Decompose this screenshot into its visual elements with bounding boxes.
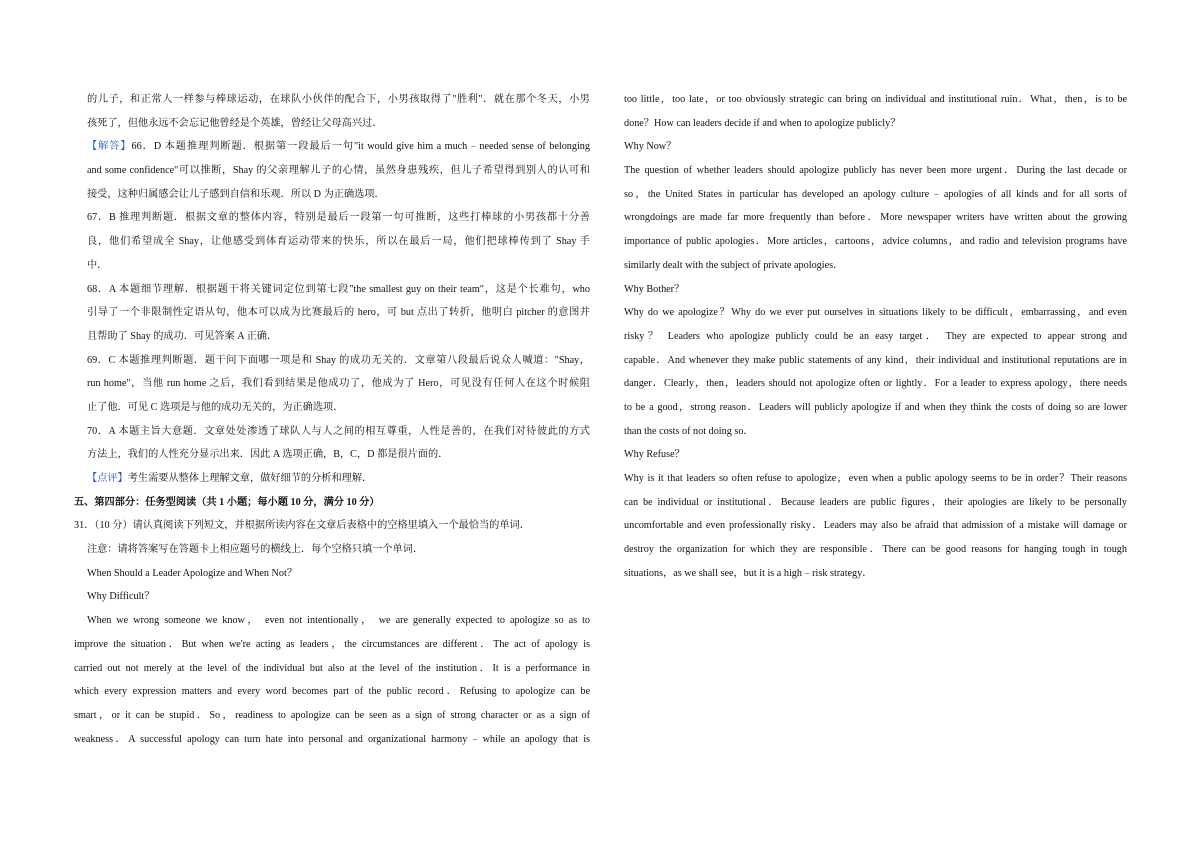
text-line (624, 562, 1127, 586)
text-line (624, 514, 1127, 538)
text-line-content: Why do we apologize？Why do we ever put ourselves in situations likely to be difficult，embarrassing，and even (624, 307, 1127, 319)
text-line (87, 396, 590, 420)
text-line (624, 112, 1127, 136)
text-line (87, 609, 590, 633)
text-line-content: risky？ Leaders who apologize publicly could be an easy target． They are expected to appear strong and (624, 330, 1127, 342)
text-line-content: 67．B 推理判断题．根据文章的整体内容，特别是最后一段第一句可推断，这些打棒球的小男孩都十分善 (87, 212, 590, 224)
text-line-content: destroy the organization for which they are responsible．There can be good reasons for hanging tough in tough (624, 544, 1127, 556)
text-line-content: weakness．A successful apology can turn hate into personal and organizational harmony﹣while an apology that is (74, 733, 590, 745)
text-line-content: 止了他．可见 C 选项是与他的成功无关的，为正确选项． (87, 401, 344, 413)
text-line-content: 孩死了，但他永远不会忘记他曾经是个英雄，曾经让父母高兴过． (87, 117, 383, 129)
text-line-content: 考生需要从整体上理解文章，做好细节的分析和理解． (127, 473, 373, 484)
text-line (87, 538, 590, 562)
text-line (74, 514, 590, 538)
text-line-content: too little，too late，or too obviously strategic can bring on individual and institutional ruin．What，then，is to be (624, 94, 1127, 105)
text-line-content: Why Difficult？ (87, 591, 155, 603)
text-line (87, 88, 590, 112)
text-line (87, 135, 590, 159)
text-line (74, 704, 590, 728)
text-line (87, 301, 590, 325)
text-line-content: 69．C 本题推理判断题．题干问下面哪一项是和 Shay 的成功无关的．文章第八段最后说众人喊道："Shay， (87, 354, 590, 366)
text-line-content: run home"，当他 run home 之后，我们看到结果是他成功了，他成为了 Hero，可见没有任何人在这个时候阻 (87, 378, 590, 390)
text-line (87, 349, 590, 373)
text-line (624, 396, 1127, 420)
text-line (624, 538, 1127, 562)
text-line (87, 443, 590, 467)
text-line-content: 70．A 本题主旨大意题．文章处处渗透了球队人与人之间的相互尊重，人性是善的，在我们对待彼此的方式 (87, 425, 590, 437)
answer-tag: 【解答】 (87, 141, 132, 153)
text-line (624, 301, 1127, 325)
text-line (624, 349, 1127, 373)
text-line (624, 278, 1127, 302)
text-line (87, 206, 590, 230)
text-line-content: 注意：请将答案写在答题卡上相应题号的横线上．每个空格只填一个单词． (87, 544, 424, 556)
text-line-content: situations，as we shall see，but it is a high﹣risk strategy． (624, 567, 873, 579)
text-line (624, 88, 1127, 112)
text-line (624, 491, 1127, 515)
text-line-content: 31．（10 分）请认真阅读下列短文，并根据所读内容在文章后表格中的空格里填入一个最恰当的单词． (74, 520, 530, 532)
text-line-content: wrongdoings are made far more frequently than before．More newspaper writers have written about the growing (624, 212, 1127, 224)
text-line (87, 585, 590, 609)
text-line (87, 112, 590, 136)
text-line (624, 325, 1127, 349)
text-line-content: uncomfortable and even professionally risky．Leaders may also be afraid that admission of a mistake will damage or (624, 520, 1127, 532)
text-line-content: Why Bother？ (624, 283, 685, 295)
text-line-content: than the costs of not doing so． (624, 425, 754, 437)
text-line (87, 183, 590, 207)
text-line (624, 159, 1127, 183)
text-line (74, 728, 590, 752)
text-line (624, 443, 1127, 467)
right-text-column (624, 88, 1127, 585)
text-line (624, 254, 1127, 278)
text-line-content: importance of public apologies．More articles，cartoons，advice columns，and radio and television programs have (624, 236, 1127, 248)
text-line-content: similarly dealt with the subject of private apologies． (624, 259, 844, 271)
text-line (74, 633, 590, 657)
left-text-column (74, 88, 590, 751)
text-line (624, 183, 1127, 207)
text-line-content: Why Refuse？ (624, 449, 685, 461)
text-line (87, 372, 590, 396)
text-line-content: 方法上，我们的人性充分显示出来．因此 A 选项正确，B，C，D 都是很片面的． (87, 449, 449, 461)
text-line-content: which every expression matters and every word becomes part of the public record．Refusing to apologize can be (74, 686, 590, 698)
text-line (87, 325, 590, 349)
text-line-content: carried out not merely at the level of the individual but also at the level of the institution．It is a performance in (74, 662, 590, 674)
text-line-content: 且帮助了 Shay 的成功．可见答案 A 正确． (87, 330, 278, 342)
text-line (624, 420, 1127, 444)
text-line (74, 680, 590, 704)
text-line-content: Why Now？ (624, 141, 677, 153)
text-line (87, 420, 590, 444)
text-line-content: done？How can leaders decide if and when to apologize publicly？ (624, 117, 901, 129)
text-line-content: When Should a Leader Apologize and When Not？ (87, 567, 298, 579)
text-line (74, 491, 590, 515)
text-line-content: improve the situation．But when we're acting as leaders，the circumstances are different．The act of apology is (74, 638, 590, 650)
text-line (87, 467, 590, 491)
text-line (624, 467, 1127, 491)
text-line (624, 135, 1127, 159)
text-line-content: 中． (87, 259, 108, 271)
text-line (87, 562, 590, 586)
text-line (74, 657, 590, 681)
text-line-content: smart，or it can be stupid．So，readiness to apologize can be seen as a sign of strong character or as a sign of (74, 709, 590, 721)
text-line-content: 68．A 本题细节理解．根据题干将关键词定位到第七段"the smallest guy on their team"，这是个长难句，who (87, 283, 590, 295)
text-line-content: 引导了一个非限制性定语从句，他本可以成为比赛最后的 hero，可 but 点出了转折，他明白 pitcher 的意图并 (87, 307, 590, 319)
text-line-content: capable．And whenever they make public statements of any kind，their individual and institutional reputations are in (624, 354, 1127, 366)
text-line-content: Why is it that leaders so often refuse to apologize，even when a public apology seems to be in order？Their reasons (624, 473, 1127, 484)
text-line (87, 230, 590, 254)
text-line-content: 的儿子，和正常人一样参与棒球运动，在球队小伙伴的配合下，小男孩取得了"胜利"．就在那个冬天，小男 (87, 94, 590, 105)
text-line-content: 66．D 本题推理判断题．根据第一段最后一句"it would give him a much﹣needed sense of belonging (131, 141, 590, 153)
text-line-content: 五、第四部分：任务型阅读（共 1 小题；每小题 10 分，满分 10 分） (74, 496, 380, 508)
answer-tag: 【点评】 (87, 473, 128, 484)
text-line-content: danger．Clearly，then，leaders should not apologize often or lightly．For a leader to express apology，there needs (624, 378, 1127, 390)
text-line (87, 254, 590, 278)
text-line-content: 良，他们希望成全 Shay，让他感受到体育运动带来的快乐，所以在最后一局，他们把球棒传到了 Shay 手 (87, 236, 590, 248)
text-line (87, 159, 590, 183)
text-line-content: to be a good，strong reason．Leaders will publicly apologize if and when they think the costs of doing so are lower (624, 401, 1127, 413)
text-line-content: 接受，这种归属感会让儿子感到自信和乐观．所以 D 为正确选项． (87, 188, 385, 200)
text-line (624, 372, 1127, 396)
text-line-content: so，the United States in particular has developed an apology culture﹣apologies of all kinds and for all sorts of (624, 188, 1127, 200)
text-line-content: and some confidence"可以推断，Shay 的父亲理解儿子的心情，虽然身患残疾，但儿子希望得到别人的认可和 (87, 165, 590, 177)
text-line-content: When we wrong someone we know， even not intentionally， we are generally expected to apologize so as to (87, 615, 590, 627)
text-line-content: can be individual or institutional．Because leaders are public figures，their apologies are likely to be personally (624, 496, 1127, 508)
text-line-content: The question of whether leaders should apologize publicly has never been more urgent．During the last decade or (624, 165, 1127, 177)
text-line (624, 206, 1127, 230)
text-line (87, 278, 590, 302)
text-line (624, 230, 1127, 254)
